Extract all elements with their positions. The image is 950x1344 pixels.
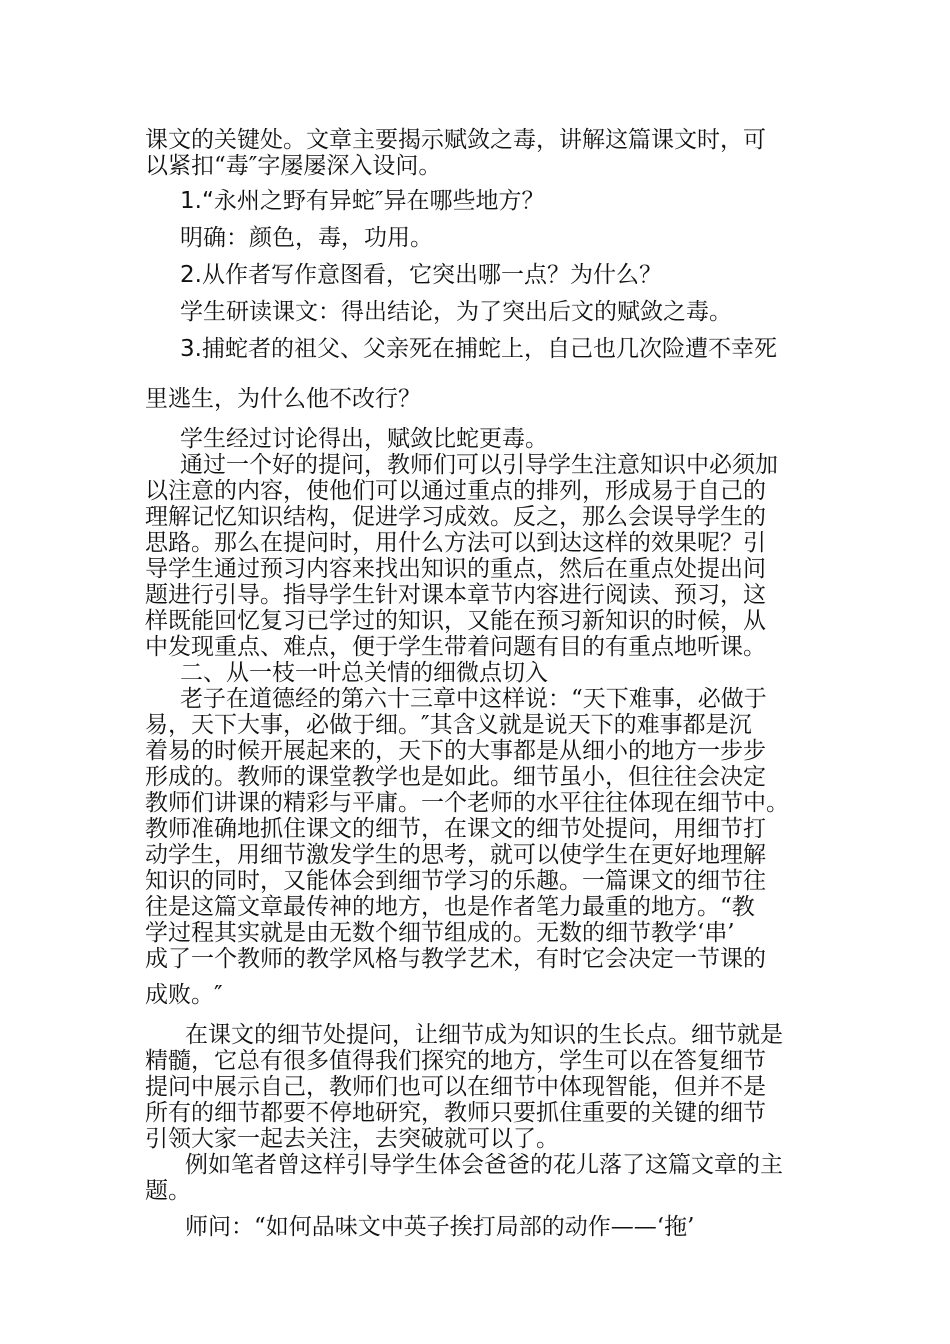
- text-line: 中发现重点、难点，便于学生带着问题有目的有重点地听课。: [145, 634, 766, 660]
- section-heading: 二、从一枝一叶总关情的细微点切入: [180, 660, 548, 686]
- text-line: 导学生通过预习内容来找出知识的重点，然后在重点处提出问: [145, 556, 766, 582]
- text-line: 样既能回忆复习已学过的知识，又能在预习新知识的时候，从: [145, 608, 766, 634]
- text-line: 形成的。教师的课堂教学也是如此。细节虽小，但往往会决定: [145, 764, 766, 790]
- text-line: 教师们讲课的精彩与平庸。一个老师的水平往往体现在细节中。: [145, 790, 789, 816]
- text-line: 里逃生，为什么他不改行？: [145, 386, 421, 412]
- text-line: 例如笔者曾这样引导学生体会爸爸的花儿落了这篇文章的主: [185, 1152, 783, 1178]
- text-line: 以紧扣“毒″字屡屡深入设问。: [145, 153, 442, 179]
- text-line: 成了一个教师的教学风格与教学艺术，有时它会决定一节课的: [145, 946, 766, 972]
- text-line: 通过一个好的提问，教师们可以引导学生注意知识中必须加: [180, 452, 778, 478]
- text-line: 精髓，它总有很多值得我们探究的地方，学生可以在答复细节: [145, 1048, 766, 1074]
- text-line: 教师准确地抓住课文的细节，在课文的细节处提问，用细节打: [145, 816, 766, 842]
- text-line: 所有的细节都要不停地研究，教师只要抓住重要的关键的细节: [145, 1100, 766, 1126]
- text-line: 理解记忆知识结构，促进学习成效。反之，那么会误导学生的: [145, 504, 766, 530]
- text-line: 往是这篇文章最传神的地方，也是作者笔力最重的地方。“教: [145, 894, 755, 920]
- text-line: 思路。那么在提问时，用什么方法可以到达这样的效果呢？引: [145, 530, 766, 556]
- text-line: 以注意的内容，使他们可以通过重点的排列，形成易于自己的: [145, 478, 766, 504]
- text-line: 提问中展示自己，教师们也可以在细节中体现智能，但并不是: [145, 1074, 766, 1100]
- question-3: 3.捕蛇者的祖父、父亲死在捕蛇上，自己也几次险遭不幸死: [180, 336, 777, 362]
- text-line: 题进行引导。指导学生针对课本章节内容进行阅读、预习，这: [145, 582, 766, 608]
- answer-2: 学生研读课文：得出结论，为了突出后文的赋敛之毒。: [180, 299, 732, 325]
- text-line: 在课文的细节处提问，让细节成为知识的生长点。细节就是: [185, 1022, 783, 1048]
- text-line: 易，天下大事，必做于细。″其含义就是说天下的难事都是沉: [145, 712, 752, 738]
- question-1: 1.“永州之野有异蛇″异在哪些地方？: [180, 188, 545, 214]
- text-line: 成败。″: [145, 982, 223, 1008]
- text-line: 着易的时候开展起来的，天下的大事都是从细小的地方一步步: [145, 738, 766, 764]
- question-2: 2.从作者写作意图看，它突出哪一点？为什么？: [180, 262, 662, 288]
- text-line: 学过程其实就是由无数个细节组成的。无数的细节教学‘串’: [145, 920, 735, 946]
- text-line: 动学生，用细节激发学生的思考，就可以使学生在更好地理解: [145, 842, 766, 868]
- text-line: 师问：“如何品味文中英子挨打局部的动作——‘拖’: [185, 1214, 695, 1240]
- answer-3: 学生经过讨论得出，赋敛比蛇更毒。: [180, 426, 548, 452]
- text-line: 题。: [145, 1178, 191, 1204]
- answer-1: 明确：颜色，毒，功用。: [180, 225, 433, 251]
- text-line: 老子在道德经的第六十三章中这样说：“天下难事，必做于: [180, 686, 767, 712]
- text-line: 知识的同时，又能体会到细节学习的乐趣。一篇课文的细节往: [145, 868, 766, 894]
- text-line: 引领大家一起去关注，去突破就可以了。: [145, 1126, 559, 1152]
- text-line: 课文的关键处。文章主要揭示赋敛之毒，讲解这篇课文时，可: [145, 127, 766, 153]
